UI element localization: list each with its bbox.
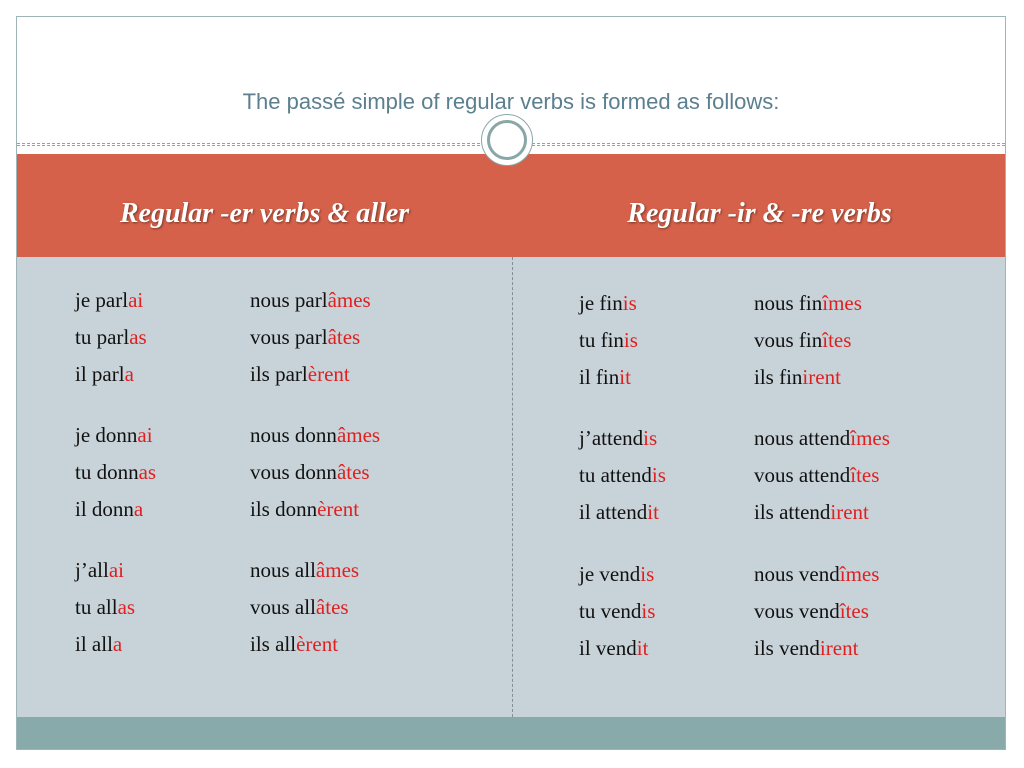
verb-stem: il fin: [579, 365, 620, 389]
verb-ending: is: [640, 562, 655, 586]
verb-stem: j’all: [75, 558, 109, 582]
verb-stem: il all: [75, 632, 113, 656]
verb-stem: ils fin: [754, 365, 803, 389]
verb-ending: îtes: [850, 463, 880, 487]
verb-ending: èrent: [317, 497, 360, 521]
verb-ending: âtes: [327, 325, 361, 349]
verb-ending: is: [623, 328, 638, 352]
verb-stem: je vend: [579, 562, 641, 586]
verb-stem: nous all: [250, 558, 316, 582]
verb-ending: it: [647, 500, 659, 524]
verb-ending: irent: [802, 365, 841, 389]
plural-form: [250, 282, 371, 319]
verb-stem: tu donn: [75, 460, 139, 484]
verb-ending: âmes: [336, 423, 381, 447]
verb-stem: tu parl: [75, 325, 130, 349]
verb-stem: il parl: [75, 362, 125, 386]
verb-stem: vous attend: [754, 463, 851, 487]
verb-ending: as: [117, 595, 136, 619]
singular-form: [579, 630, 648, 667]
singular-form: [75, 626, 122, 663]
singular-form: [75, 589, 135, 626]
verb-ending: îmes: [822, 291, 862, 315]
verb-ending: âmes: [315, 558, 360, 582]
verb-stem: tu fin: [579, 328, 624, 352]
verb-stem: je fin: [579, 291, 623, 315]
plural-form: [754, 556, 879, 593]
verb-ending: irent: [830, 500, 869, 524]
plural-form: [754, 359, 841, 396]
verb-stem: vous donn: [250, 460, 337, 484]
verb-ending: îtes: [822, 328, 852, 352]
slide: [16, 16, 1006, 750]
singular-form: [579, 359, 631, 396]
verb-ending: ai: [108, 558, 124, 582]
circle-ornament-inner: [487, 120, 527, 160]
slide-title: The passé simple of regular verbs is formed as follows:: [242, 89, 780, 114]
verb-ending: as: [129, 325, 147, 349]
verb-ending: a: [112, 632, 123, 656]
verb-stem: vous vend: [754, 599, 840, 623]
verb-ending: a: [133, 497, 144, 521]
plural-form: [250, 356, 350, 393]
plural-form: [250, 417, 380, 454]
verb-ending: irent: [819, 636, 859, 660]
singular-form: [75, 356, 134, 393]
singular-form: [579, 556, 654, 593]
verb-stem: tu vend: [579, 599, 642, 623]
verb-ending: is: [643, 426, 658, 450]
verb-stem: il attend: [579, 500, 648, 524]
circle-ornament-icon: [481, 114, 533, 166]
plural-form: [754, 322, 851, 359]
verb-stem: nous vend: [754, 562, 840, 586]
plural-form: [754, 420, 890, 457]
verb-ending: is: [622, 291, 637, 315]
column-heading-ir-re: Regular -ir & -re verbs: [627, 198, 892, 229]
verb-ending: îmes: [839, 562, 880, 586]
verb-stem: vous parl: [250, 325, 328, 349]
verb-stem: tu attend: [579, 463, 652, 487]
verb-stem: tu all: [75, 595, 118, 619]
singular-form: [579, 457, 666, 494]
verb-ending: ai: [137, 423, 153, 447]
verb-stem: ils vend: [754, 636, 820, 660]
column-divider: [512, 257, 513, 717]
verb-ending: îmes: [850, 426, 890, 450]
verb-stem: ils donn: [250, 497, 318, 521]
verb-ending: it: [636, 636, 649, 660]
footer-band: [17, 717, 1005, 750]
verb-ending: ai: [128, 288, 144, 312]
plural-form: [250, 552, 359, 589]
verb-ending: as: [138, 460, 157, 484]
singular-form: [579, 494, 659, 531]
plural-form: [754, 630, 858, 667]
plural-form: [754, 457, 879, 494]
verb-ending: îtes: [839, 599, 869, 623]
verb-ending: is: [651, 463, 666, 487]
verb-stem: ils attend: [754, 500, 831, 524]
singular-form: [75, 319, 147, 356]
verb-stem: nous parl: [250, 288, 328, 312]
verb-ending: âtes: [315, 595, 349, 619]
singular-form: [75, 282, 143, 319]
verb-ending: âtes: [336, 460, 370, 484]
verb-stem: ils parl: [250, 362, 308, 386]
verb-ending: èrent: [296, 632, 339, 656]
verb-stem: je donn: [75, 423, 138, 447]
plural-form: [754, 285, 862, 322]
singular-form: [579, 593, 655, 630]
plural-form: [250, 491, 359, 528]
singular-form: [75, 552, 124, 589]
plural-form: [250, 454, 370, 491]
verb-stem: vous all: [250, 595, 316, 619]
verb-ending: it: [619, 365, 631, 389]
verb-stem: j’attend: [579, 426, 644, 450]
singular-form: [579, 322, 638, 359]
singular-form: [75, 491, 143, 528]
plural-form: [754, 593, 869, 630]
plural-form: [250, 626, 338, 663]
singular-form: [75, 417, 153, 454]
verb-ending: âmes: [327, 288, 371, 312]
verb-stem: il donn: [75, 497, 134, 521]
singular-form: [75, 454, 156, 491]
singular-form: [579, 420, 657, 457]
verb-ending: a: [124, 362, 134, 386]
plural-form: [250, 589, 349, 626]
singular-form: [579, 285, 637, 322]
plural-form: [250, 319, 360, 356]
verb-stem: nous fin: [754, 291, 823, 315]
verb-stem: nous donn: [250, 423, 337, 447]
verb-stem: nous attend: [754, 426, 851, 450]
verb-ending: is: [641, 599, 656, 623]
column-heading-er: Regular -er verbs & aller: [119, 198, 410, 229]
plural-form: [754, 494, 869, 531]
verb-stem: ils all: [250, 632, 297, 656]
verb-ending: èrent: [307, 362, 350, 386]
verb-stem: vous fin: [754, 328, 823, 352]
verb-stem: il vend: [579, 636, 637, 660]
verb-stem: je parl: [75, 288, 129, 312]
